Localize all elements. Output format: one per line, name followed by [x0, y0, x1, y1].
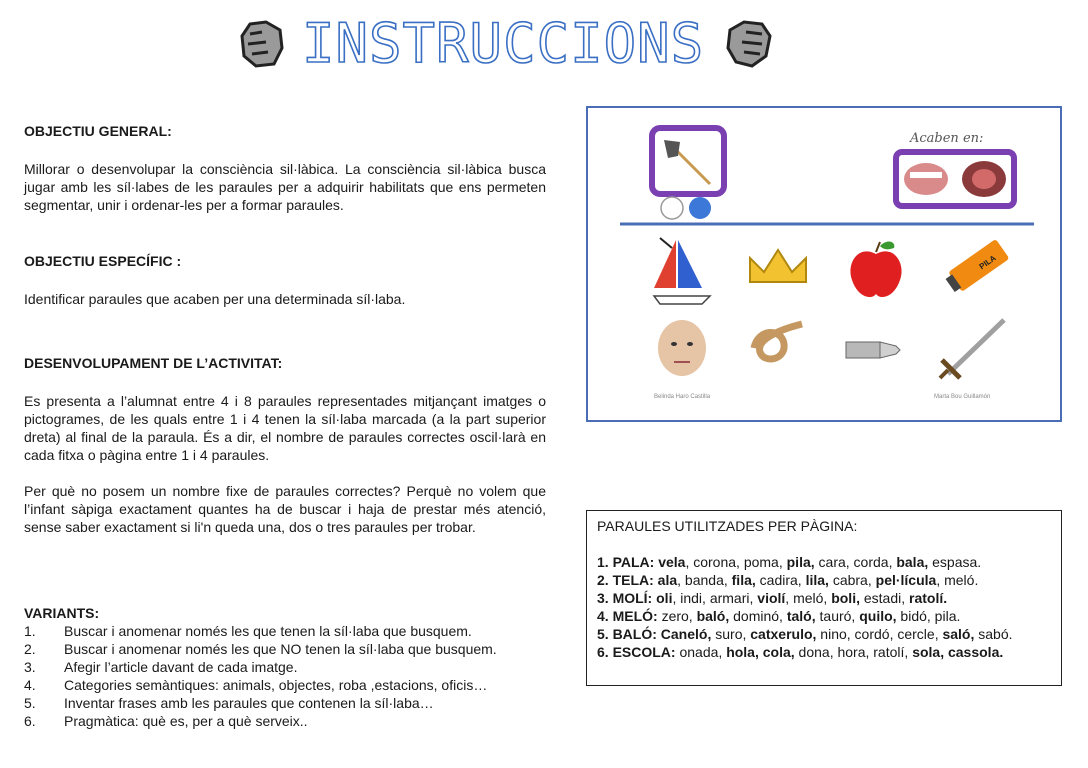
credit-left: Belinda Haro Castilla [654, 394, 711, 400]
mouth-icon [896, 152, 1014, 206]
word-segment: Caneló, [660, 626, 712, 642]
caption-top: Acaben en: [910, 131, 984, 146]
list-number: 3. [24, 659, 36, 675]
word-segment: vela [658, 554, 686, 570]
word-segment: 4. MELÓ: [597, 608, 662, 624]
list-item [24, 640, 564, 658]
word-segment: 2. TELA: [597, 572, 658, 588]
option-circle-empty [661, 197, 683, 219]
word-line [597, 553, 1051, 571]
word-list-box [586, 510, 1062, 686]
list-number: 4. [24, 677, 36, 693]
word-segment: nino, cordó, cercle, [816, 626, 943, 642]
word-segment: bidó, pila. [896, 608, 961, 624]
word-segment: oli [656, 590, 673, 606]
word-segment: 5. BALÓ: [597, 626, 661, 642]
word-segment: boli, [831, 590, 860, 606]
word-list-heading-suffix: : [853, 518, 858, 534]
list-text: Pragmàtica: què es, per a què serveix.. [64, 713, 308, 729]
section-heading: VARIANTS: [24, 605, 100, 621]
word-segment: hola, cola, [726, 644, 795, 660]
example-card [586, 106, 1062, 422]
list-text: Afegir l’article davant de cada imatge. [64, 659, 298, 675]
section-text: Identificar paraules que acaben per una determinada síl·laba. [24, 291, 406, 307]
example-card-illustration [588, 108, 1060, 420]
variants-list [24, 604, 564, 730]
list-text: Buscar i anomenar només les que NO tenen la síl·laba que busquem. [64, 641, 497, 657]
word-segment: violí [757, 590, 786, 606]
head-icon [658, 320, 706, 376]
section-heading: OBJECTIU GENERAL: [24, 123, 172, 139]
list-text: Categories semàntiques: animals, objectes, roba ,estacions, oficis… [64, 677, 488, 693]
word-segment: lila, [805, 572, 829, 588]
word-line [597, 625, 1051, 643]
word-segment: catxerulo, [750, 626, 817, 642]
section-text: Millorar o desenvolupar la consciència sil·làbica. La consciència sil·làbica busca jugar amb les síl·labes de les paraules per a adquirir habilitats que ens permeten segmentar, unir i ordenar-les per a formar paraules. [24, 161, 546, 213]
list-item [24, 676, 564, 694]
list-number: 1. [24, 623, 36, 639]
section-heading: DESENVOLUPAMENT DE L’ACTIVITAT: [24, 355, 283, 371]
list-text: Buscar i anomenar només les que tenen la síl·laba que busquem. [64, 623, 472, 639]
word-segment: ala [657, 572, 678, 588]
word-segment: baló, [696, 608, 730, 624]
word-segment: ratolí. [909, 590, 948, 606]
list-item [24, 622, 564, 640]
battery-icon [943, 239, 1009, 295]
list-number: 6. [24, 713, 36, 729]
section-text: Es presenta a l’alumnat entre 4 i 8 paraules representades mitjançant imatges o pictogrames, de les quals entre 1 i 4 tenen la síl·laba marcada (a la part superior dreta) al final de la paraula. És a dir, el nombre de paraules correctes oscil·larà en cada fitxa o pàgina entre 1 i 4 paraules. [24, 393, 546, 463]
crown-icon [750, 250, 806, 282]
word-segment: fila, [731, 572, 756, 588]
word-list-title [597, 517, 1051, 535]
list-item [24, 658, 564, 676]
word-segment: 6. ESCOLA: [597, 644, 680, 660]
word-segment: , indi, armari, [672, 590, 758, 606]
section-text: Per què no posem un nombre fixe de paraules correctes? Perquè no volem que l’infant sàpiga exactament quantes ha de buscar i haja de prestar més atenció, sense saber exactament si li'n queda una, dos o tres paraules per trobar. [24, 483, 546, 535]
word-segment: cabra, [828, 572, 876, 588]
word-line [597, 643, 1051, 661]
word-segment: , corona, poma, [685, 554, 787, 570]
word-segment: onada, [679, 644, 727, 660]
word-segment: taló, [786, 608, 816, 624]
word-segment: quilo, [859, 608, 897, 624]
word-segment: espasa. [928, 554, 982, 570]
word-segment: dominó, [729, 608, 787, 624]
apple-icon [850, 242, 901, 298]
word-list-heading: PARAULES UTILITZADES PER PÀGINA [597, 518, 854, 534]
word-segment: pel·lícula [875, 572, 937, 588]
credit-right: Marta Bou Guillamón [934, 394, 991, 400]
word-segment: cara, corda, [814, 554, 897, 570]
word-line [597, 571, 1051, 589]
word-lines [597, 553, 1051, 661]
word-segment: bala, [896, 554, 929, 570]
sailboat-icon [654, 238, 710, 304]
rock-fist-icon [236, 18, 286, 70]
word-segment: suro, [711, 626, 751, 642]
word-segment: , meló, [785, 590, 832, 606]
instructions-text [24, 122, 546, 536]
word-segment: 3. MOLÍ: [597, 590, 657, 606]
list-number: 5. [24, 695, 36, 711]
list-number: 2. [24, 641, 36, 657]
rope-icon [754, 324, 802, 359]
word-segment: pila, [786, 554, 815, 570]
word-segment: 1. PALA: [597, 554, 659, 570]
sword-icon [940, 320, 1004, 378]
word-segment: dona, hora, ratolí, [794, 644, 913, 660]
word-segment: zero, [661, 608, 697, 624]
title-banner [236, 12, 776, 76]
word-segment: tauró, [815, 608, 860, 624]
page-title: INSTRUCCIONS [302, 12, 705, 75]
list-item [24, 712, 564, 730]
word-segment: estadi, [859, 590, 910, 606]
section-heading: OBJECTIU ESPECÍFIC : [24, 253, 182, 269]
word-segment: , meló. [936, 572, 979, 588]
word-line [597, 607, 1051, 625]
word-segment: cadira, [755, 572, 806, 588]
word-segment: , banda, [677, 572, 732, 588]
rock-fist-icon [724, 18, 774, 70]
battery-label: PILA [977, 253, 998, 272]
word-segment: sola, cassola. [912, 644, 1004, 660]
word-segment: saló, [942, 626, 975, 642]
word-segment: sabó. [974, 626, 1013, 642]
list-item [24, 694, 564, 712]
shovel-icon [652, 128, 724, 194]
bullet-icon [846, 342, 900, 358]
list-text: Inventar frases amb les paraules que contenen la síl·laba… [64, 695, 434, 711]
word-line [597, 589, 1051, 607]
option-circle-filled [689, 197, 711, 219]
